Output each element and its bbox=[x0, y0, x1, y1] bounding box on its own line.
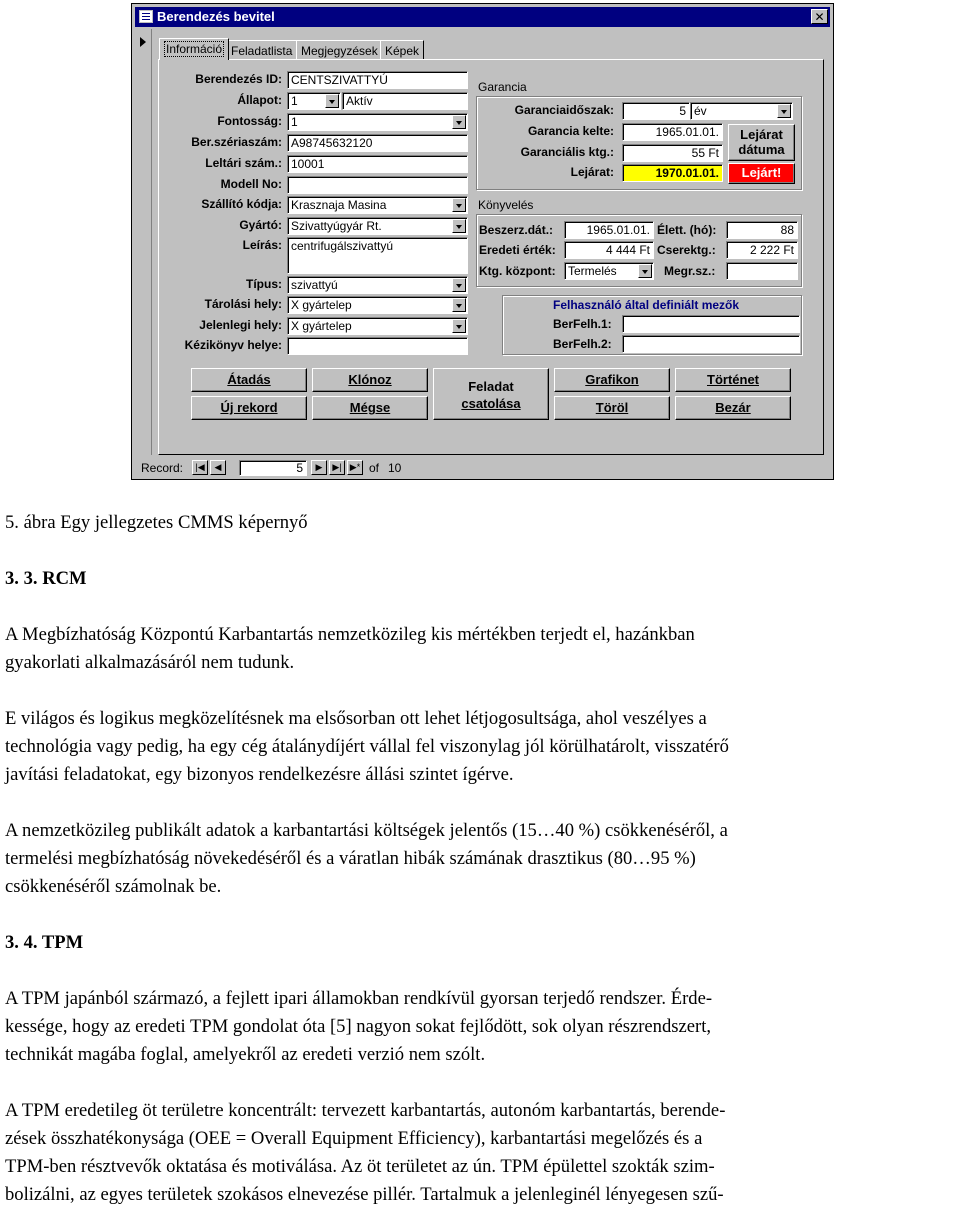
p5-line3: TPM-ben résztvevők oktatása és motiválása. Az öt területet az ún. TPM épülettel szokták szim- bbox=[5, 1156, 715, 1177]
record-navigation bbox=[135, 457, 829, 478]
garanciaidoszak-unit: év bbox=[694, 104, 707, 118]
p5-line2: zések összhatékonysága (OEE = Overall Equipment Efficiency), karbantartási megelőzés és a bbox=[5, 1128, 703, 1149]
p4-line1: A TPM japánból származó, a fejlett ipari államokban rendkívül gyorsan terjedő rendszer. Érde- bbox=[5, 988, 713, 1009]
konyveles-title: Könyvelés bbox=[478, 198, 534, 212]
tortenet-button[interactable]: Történet bbox=[675, 368, 791, 392]
p4-line2: kessége, hogy az eredeti TPM gondolat óta [5] nagyon sokat fejlődött, sok olyan részrendszert, bbox=[5, 1016, 712, 1037]
chevron-down-icon[interactable] bbox=[452, 319, 466, 333]
label-allapot: Állapot: bbox=[237, 93, 282, 107]
chevron-down-icon[interactable] bbox=[452, 115, 466, 129]
close-icon[interactable]: ✕ bbox=[811, 9, 828, 24]
label-leiras: Leírás: bbox=[242, 238, 282, 252]
kezikonyv-field[interactable] bbox=[287, 337, 468, 355]
garanciaidoszak-unit-select[interactable] bbox=[690, 102, 793, 120]
heading-rcm: 3. 3. RCM bbox=[5, 568, 87, 589]
label-berfelh1: BerFelh.1: bbox=[553, 317, 612, 331]
last-record-icon[interactable]: ▶| bbox=[329, 460, 345, 475]
fontossag-value: 1 bbox=[291, 115, 298, 129]
feladat-csatolasa-button[interactable] bbox=[433, 368, 549, 420]
record-of-label: of bbox=[369, 461, 380, 475]
feladat-line1: Feladat bbox=[468, 379, 514, 394]
leltari-szam-field[interactable]: 10001 bbox=[287, 155, 468, 173]
label-berendezes-id: Berendezés ID: bbox=[195, 72, 282, 86]
gyarto-value: Szivattyúgyár Rt. bbox=[291, 219, 382, 233]
label-beszerz: Beszerz.dát.: bbox=[479, 223, 554, 237]
bezar-button[interactable]: Bezár bbox=[675, 396, 791, 420]
garanciaidoszak-field[interactable]: 5 bbox=[622, 102, 690, 120]
tab-megjegyzesek[interactable]: Megjegyzések bbox=[296, 40, 383, 60]
allapot-value: 1 bbox=[291, 94, 298, 108]
custom-fields-title: Felhasználó által definiált mezők bbox=[553, 298, 740, 312]
tipus-select[interactable] bbox=[287, 276, 468, 294]
label-ktg-kozpont: Ktg. központ: bbox=[479, 264, 556, 278]
garancia-title: Garancia bbox=[478, 80, 527, 94]
jelenlegi-hely-select[interactable] bbox=[287, 317, 468, 335]
label-gyarto: Gyártó: bbox=[239, 218, 282, 232]
garancialis-ktg-field[interactable]: 55 Ft bbox=[622, 144, 723, 162]
gyarto-select[interactable] bbox=[287, 217, 468, 235]
chevron-down-icon[interactable] bbox=[452, 278, 466, 292]
title-bar[interactable] bbox=[135, 7, 830, 27]
leiras-field[interactable]: centrifugálszivattyú bbox=[287, 237, 468, 274]
chevron-down-icon[interactable] bbox=[452, 219, 466, 233]
tab-kepek[interactable]: Képek bbox=[380, 40, 424, 60]
p5-line1: A TPM eredetileg öt területre koncentrált: tervezett karbantartás, autonóm karbantartás, berende- bbox=[5, 1100, 726, 1121]
p2-line3: javítási feladatokat, egy bizonyos rendelkezésre állási szintet ígérve. bbox=[5, 764, 514, 785]
chevron-down-icon[interactable] bbox=[777, 104, 791, 118]
torol-button[interactable]: Töröl bbox=[554, 396, 670, 420]
grafikon-button[interactable]: Grafikon bbox=[554, 368, 670, 392]
lejarat-datuma-line2: dátuma bbox=[738, 142, 785, 157]
first-record-icon[interactable]: |◀ bbox=[192, 460, 208, 475]
record-total: 10 bbox=[388, 461, 402, 475]
berendezes-id-field[interactable]: CENTSZIVATTYÚ bbox=[287, 71, 468, 89]
klonoz-button[interactable]: Klónoz bbox=[312, 368, 428, 392]
p3-line1: A nemzetközileg publikált adatok a karbantartási költségek jelentős (15…40 %) csökkenéséről, a bbox=[5, 820, 728, 841]
figure-caption: 5. ábra Egy jellegzetes CMMS képernyő bbox=[5, 512, 308, 533]
label-leltari-szam: Leltári szám.: bbox=[205, 156, 282, 170]
lejart-button[interactable]: Lejárt! bbox=[728, 163, 795, 184]
heading-tpm: 3. 4. TPM bbox=[5, 932, 84, 953]
p2-line1: E világos és logikus megközelítésnek ma elsősorban ott lehet létjogosultsága, ahol veszélyes a bbox=[5, 708, 707, 729]
p3-line3: csökkenéséről számolnak be. bbox=[5, 876, 222, 897]
tab-informacio[interactable]: Információ bbox=[159, 38, 229, 60]
label-szeriaszam: Ber.szériaszám: bbox=[191, 135, 282, 149]
allapot-text-field[interactable]: Aktív bbox=[342, 92, 468, 110]
p1-line2: gyakorlati alkalmazásáról nem tudunk. bbox=[5, 652, 295, 673]
lejarat-datuma-line1: Lejárat bbox=[740, 127, 783, 142]
label-cserektg: Cserektg.: bbox=[657, 243, 716, 257]
cserektg-field[interactable]: 2 222 Ft bbox=[726, 241, 798, 259]
allapot-select[interactable] bbox=[287, 92, 341, 110]
chevron-down-icon[interactable] bbox=[325, 94, 339, 108]
prev-record-icon[interactable]: ◀ bbox=[210, 460, 226, 475]
label-elett: Élett. (hó): bbox=[657, 223, 717, 237]
fontossag-select[interactable] bbox=[287, 113, 468, 131]
tarolasi-hely-select[interactable] bbox=[287, 296, 468, 314]
berfelh2-field[interactable] bbox=[622, 335, 800, 353]
label-modell-no: Modell No: bbox=[220, 177, 282, 191]
megse-button[interactable]: Mégse bbox=[312, 396, 428, 420]
p5-line4: bolizálni, az egyes területek szokásos elnevezése pillér. Tartalmuk a jelenleginél lényegesen szű- bbox=[5, 1184, 724, 1205]
label-garancialis-ktg: Garanciális ktg.: bbox=[520, 145, 614, 159]
szallito-select[interactable] bbox=[287, 196, 468, 214]
label-kezikonyv: Kézikönyv helye: bbox=[184, 338, 282, 352]
form-icon bbox=[139, 10, 153, 23]
label-garancia-kelte: Garancia kelte: bbox=[527, 124, 614, 138]
atadas-button[interactable]: Átadás bbox=[191, 368, 307, 392]
szeriaszam-field[interactable]: A98745632120 bbox=[287, 134, 468, 152]
window-title: Berendezés bevitel bbox=[157, 9, 275, 24]
label-szallito: Szállító kódja: bbox=[201, 197, 282, 211]
tipus-value: szivattyú bbox=[291, 278, 338, 292]
label-tarolasi-hely: Tárolási hely: bbox=[204, 297, 282, 311]
jelenlegi-hely-value: X gyártelep bbox=[291, 319, 352, 333]
megr-sz-field[interactable] bbox=[726, 262, 798, 280]
szallito-value: Krasznaja Masina bbox=[291, 198, 387, 212]
label-berfelh2: BerFelh.2: bbox=[553, 337, 612, 351]
garancia-kelte-field[interactable]: 1965.01.01. bbox=[622, 123, 723, 141]
beszerz-field[interactable]: 1965.01.01. bbox=[564, 221, 654, 239]
p4-line3: technikát magába foglal, amelyekről az eredeti verzió nem szólt. bbox=[5, 1044, 486, 1065]
next-record-icon[interactable]: ▶ bbox=[311, 460, 327, 475]
elett-field[interactable]: 88 bbox=[726, 221, 798, 239]
record-label: Record: bbox=[141, 461, 184, 475]
cmms-window bbox=[131, 3, 834, 480]
label-garanciaidoszak: Garanciaidőszak: bbox=[514, 103, 614, 117]
label-fontossag: Fontosság: bbox=[217, 114, 282, 128]
modell-no-field[interactable] bbox=[287, 176, 468, 194]
new-record-icon[interactable]: ▶* bbox=[347, 460, 363, 475]
p1-line1: A Megbízhatóság Központú Karbantartás nemzetközileg kis mértékben terjedt el, hazánkban bbox=[5, 624, 695, 645]
eredeti-ertek-field[interactable]: 4 444 Ft bbox=[564, 241, 654, 259]
record-selector[interactable] bbox=[135, 29, 152, 455]
label-megr-sz: Megr.sz.: bbox=[664, 264, 716, 278]
tab-feladatlista[interactable]: Feladatlista bbox=[226, 40, 297, 60]
p2-line2: technológia vagy pedig, ha egy cég átalánydíjért vállal fel viszonylag jól körülhatárolt, visszatérő bbox=[5, 736, 729, 757]
lejarat-field[interactable]: 1970.01.01. bbox=[622, 164, 723, 182]
chevron-down-icon[interactable] bbox=[452, 198, 466, 212]
label-tipus: Típus: bbox=[246, 277, 282, 291]
chevron-down-icon[interactable] bbox=[452, 298, 466, 312]
uj-rekord-button[interactable]: Új rekord bbox=[191, 396, 307, 420]
tarolasi-hely-value: X gyártelep bbox=[291, 298, 352, 312]
lejarat-datuma-button[interactable] bbox=[728, 124, 795, 161]
ktg-kozpont-select[interactable] bbox=[564, 262, 654, 280]
label-jelenlegi-hely: Jelenlegi hely: bbox=[199, 318, 282, 332]
feladat-line2: csatolása bbox=[461, 396, 521, 411]
chevron-down-icon[interactable] bbox=[638, 264, 652, 278]
label-lejarat: Lejárat: bbox=[570, 165, 614, 179]
current-record-field[interactable]: 5 bbox=[239, 460, 307, 476]
p3-line2: termelési megbízhatóság növekedéséről és a váratlan hibák számának drasztikus (80…95 %) bbox=[5, 848, 696, 869]
label-eredeti: Eredeti érték: bbox=[479, 243, 556, 257]
berfelh1-field[interactable] bbox=[622, 315, 800, 333]
ktg-kozpont-value: Termelés bbox=[568, 264, 617, 278]
